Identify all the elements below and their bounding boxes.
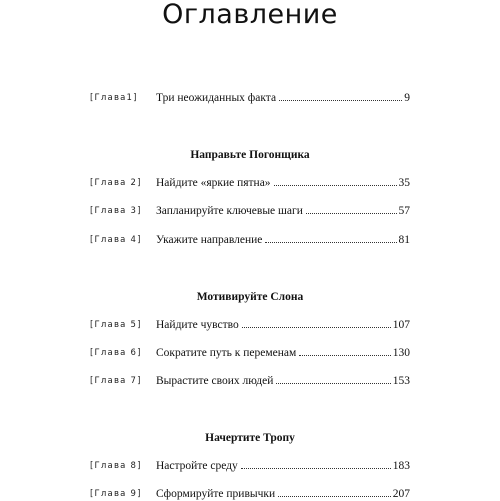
entry-title: Сократите путь к переменам [156,347,297,359]
dot-leader [241,468,391,469]
toc-entry-chapter-5[interactable] [90,318,410,332]
page-number: 107 [392,319,410,331]
dot-leader [274,185,397,186]
chapter-label: [Глава 4] [90,235,142,245]
dot-leader [265,242,396,243]
entry-title: Сформируйте привычки [156,488,276,500]
chapter-label: [Глава 9] [90,489,142,499]
chapter-label: [Глава 8] [90,461,142,471]
dot-leader [242,327,391,328]
chapter-label: [Глава1] [90,93,138,103]
page-number: 35 [398,177,410,189]
toc-entry-chapter-9[interactable] [90,487,410,501]
page-number: 81 [398,234,410,246]
dot-leader [279,100,402,101]
dot-leader [306,213,397,214]
page-number: 57 [398,205,410,217]
page-title: Оглавление [162,0,338,30]
chapter-label: [Глава 3] [90,206,142,216]
entry-title: Вырастите своих людей [156,375,274,387]
toc-entry-chapter-6[interactable] [90,346,410,360]
entry-title: Настройте среду [156,460,238,472]
chapter-label: [Глава 7] [90,376,142,386]
toc-entry-chapter-1[interactable] [90,91,410,105]
entry-title: Найдите чувство [156,319,239,331]
page-number: 207 [392,488,410,500]
entry-title: Найдите «яркие пятна» [156,177,271,189]
page-number: 183 [392,460,410,472]
toc-entry-chapter-7[interactable] [90,374,410,388]
chapter-label: [Глава 2] [90,178,142,188]
entry-title: Запланируйте ключевые шаги [156,205,303,217]
dot-leader [299,355,390,356]
page-number: 153 [392,375,410,387]
entry-title: Укажите направление [156,234,263,246]
entry-title: Три неожиданных факта [156,92,277,104]
toc-entry-chapter-2[interactable] [90,176,410,190]
section-title: Направьте Погонщика [190,149,310,161]
toc-entry-chapter-8[interactable] [90,459,410,473]
dot-leader [278,496,391,497]
section-title: Начертите Тропу [205,432,295,444]
chapter-label: [Глава 5] [90,320,142,330]
chapter-label: [Глава 6] [90,348,142,358]
toc-entry-chapter-4[interactable] [90,233,410,247]
section-title: Мотивируйте Слона [196,291,304,303]
page-number: 9 [404,92,410,104]
toc-entry-chapter-3[interactable] [90,204,410,218]
dot-leader [276,383,390,384]
page-number: 130 [392,347,410,359]
